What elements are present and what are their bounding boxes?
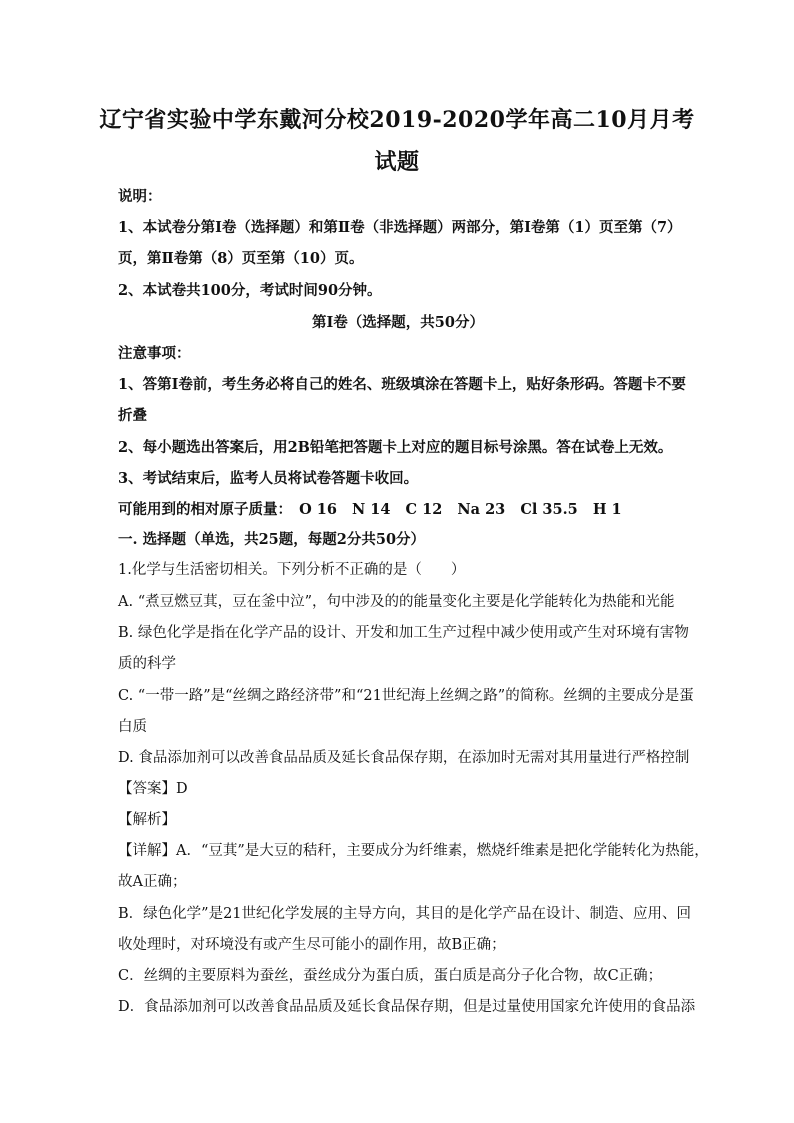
instruction-1-line-2: 页，第Ⅱ卷第（8）页至第（10）页。 xyxy=(118,250,364,267)
notes-heading: 注意事项： xyxy=(118,345,191,362)
atomic-mass-na: Na 23 xyxy=(457,501,506,518)
question-1-detail-b-line-2: 收处理时，对环境没有或产生尽可能小的副作用，故B正确； xyxy=(118,937,506,953)
instruction-1-line-1: 1、本试卷分第Ⅰ卷（选择题）和第Ⅱ卷（非选择题）两部分，第Ⅰ卷第（1）页至第（7） xyxy=(118,219,682,236)
instructions-heading: 说明： xyxy=(118,188,162,205)
atomic-mass-cl: Cl 35.5 xyxy=(520,501,578,518)
atomic-mass-n: N 14 xyxy=(351,501,391,518)
question-1-stem: 1.化学与生活密切相关。下列分析不正确的是（ ） xyxy=(118,562,466,578)
question-1-analysis-label: 【解析】 xyxy=(118,812,176,828)
atomic-mass-o: O 16 xyxy=(299,501,337,518)
note-1-line-2: 折叠 xyxy=(118,407,147,424)
question-1-detail-c: C．丝绸的主要原料为蚕丝，蚕丝成分为蛋白质，蛋白质是高分子化合物，故C正确； xyxy=(118,968,663,984)
question-1-option-d: D. 食品添加剂可以改善食品品质及延长食品保存期，在添加时无需对其用量进行严格控制 xyxy=(118,750,690,766)
question-1-option-b-line-1: B. 绿色化学是指在化学产品的设计、开发和加工生产过程中减少使用或产生对环境有害物 xyxy=(118,625,689,641)
question-1-option-a: A. “煮豆燃豆萁，豆在釜中泣”，句中涉及的的能量变化主要是化学能转化为热能和光能 xyxy=(118,594,675,610)
question-1-option-c-line-1: C. “一带一路”是“丝绸之路经济带”和“21世纪海上丝绸之路”的简称。丝绸的主要成分是蛋 xyxy=(118,688,694,704)
question-1-detail-a-line-2: 故A正确； xyxy=(118,874,187,890)
atomic-mass-label: 可能用到的相对原子质量： xyxy=(118,501,292,518)
section-1-title: 第Ⅰ卷（选择题，共50分） xyxy=(312,314,484,331)
atomic-mass-list xyxy=(118,500,678,520)
document-title-line-2: 试题 xyxy=(374,149,420,175)
question-1-option-b-line-2: 质的科学 xyxy=(118,656,176,672)
note-3: 3、考试结束后，监考人员将试卷答题卡收回。 xyxy=(118,470,419,487)
question-1-detail-d: D．食品添加剂可以改善食品品质及延长食品保存期，但是过量使用国家允许使用的食品添 xyxy=(118,999,696,1015)
question-1-detail-b-line-1: B．绿色化学”是21世纪化学发展的主导方向，其目的是化学产品在设计、制造、应用、回 xyxy=(118,906,692,922)
question-1-answer: 【答案】D xyxy=(118,781,188,797)
question-1-detail-a-line-1: 【详解】A．“豆萁”是大豆的秸秆，主要成分为纤维素，燃烧纤维素是把化学能转化为热能， xyxy=(118,843,709,859)
atomic-mass-c: C 12 xyxy=(405,501,443,518)
note-1-line-1: 1、答第Ⅰ卷前，考生务必将自己的姓名、班级填涂在答题卡上，贴好条形码。答题卡不要 xyxy=(118,376,686,393)
part-1-heading: 一. 选择题（单选，共25题，每题2分共50分） xyxy=(118,531,426,548)
question-1-option-c-line-2: 白质 xyxy=(118,719,147,735)
instruction-2: 2、本试卷共100分，考试时间90分钟。 xyxy=(118,282,382,299)
document-title-line-1: 辽宁省实验中学东戴河分校2019-2020学年高二10月月考 xyxy=(99,107,695,133)
atomic-mass-h: H 1 xyxy=(592,501,622,518)
note-2: 2、每小题选出答案后，用2B铅笔把答题卡上对应的题目标号涂黑。答在试卷上无效。 xyxy=(118,439,673,456)
